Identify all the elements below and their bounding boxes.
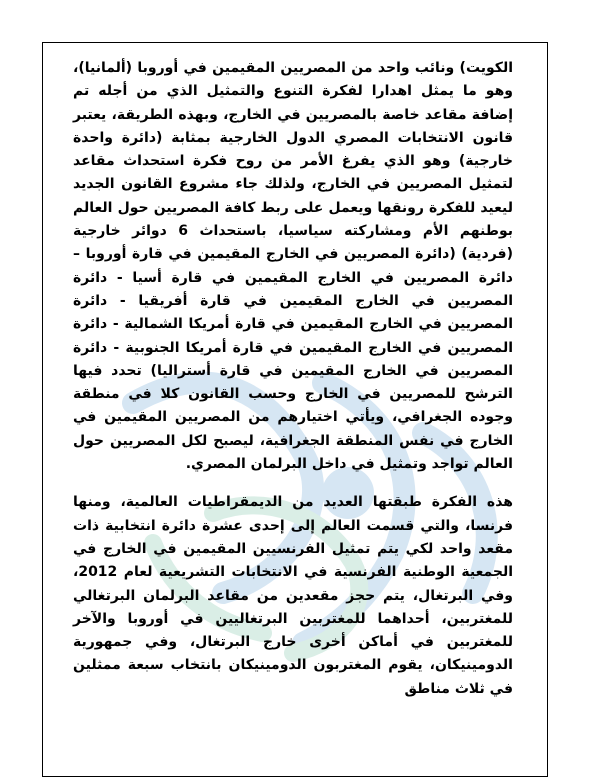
paragraph-2: هذه الفكرة طبقتها العديد من الديمقراطيات العالمية، ومنها فرنسا، والتي قسمت العالم إلى إحدى عشرة دائرة انتخابية ذات مقعد واحد لكي يتم تمثيل الفرنسيين المقيمين في الخارج في الجمعية الوطنية الفرنسية في الانتخابات التشريعية لعام 2012، وفي البرتغال، يتم حجز مقعدين من مقاعد البرلمان البرتغالي للمغتربين، أحداهما للمغتربين البرتغاليين في أوروبا والآخر للمغتربين في أماكن أخرى خارج البرتغال، وفي جمهورية الدومينيكان، يقوم المغتربون الدومينيكان بانتخاب سبعة ممثلين في ثلاث مناطق: [73, 494, 513, 697]
article-body: [73, 57, 513, 701]
page-border: [42, 42, 548, 777]
paragraph-1: الكويت) ونائب واحد من المصريين المقيمين في أوروبا (ألمانيا)، وهو ما يمثل اهدارا لفكرة التنوع والتمثيل الذي من أجله تم إضافة مقاعد خاصة بالمصريين في الخارج، وبهذه الطريقة، يعتبر قانون الانتخابات المصري الدول الخارجية بمثابة (دائرة واحدة خارجية) وهو الذي يفرغ الأمر من روح فكرة استحداث مقاعد لتمثيل المصريين في الخارج، ولذلك جاء مشروع القانون الجديد ليعيد للفكرة رونقها ويعمل على ربط كافة المصريين حول العالم بوطنهم الأم ومشاركته سياسيا، باستحداث 6 دوائر خارجية (فردية) (دائرة المصريين في الخارج المقيمين في قارة أوروبا – دائرة المصريين في الخارج المقيمين في قارة أسيا - دائرة المصريين في الخارج المقيمين في قارة أفريقيا - دائرة المصريين في الخارج المقيمين في قارة أمريكا الشمالية - دائرة المصريين في الخارج المقيمين في قارة أمريكا الجنوبية - دائرة المصريين في الخارج المقيمين في قارة أستراليا) تحدد فيها الترشح للمصريين في الخارج وحسب القانون كلا في منطقة وجوده الجغرافي، ويأتي اختيارهم من المصريين المقيمين في الخارج في نفس المنطقة الجغرافية، ليصبح لكل المصريين حول العالم تواجد وتمثيل في داخل البرلمان المصري.: [73, 60, 513, 473]
